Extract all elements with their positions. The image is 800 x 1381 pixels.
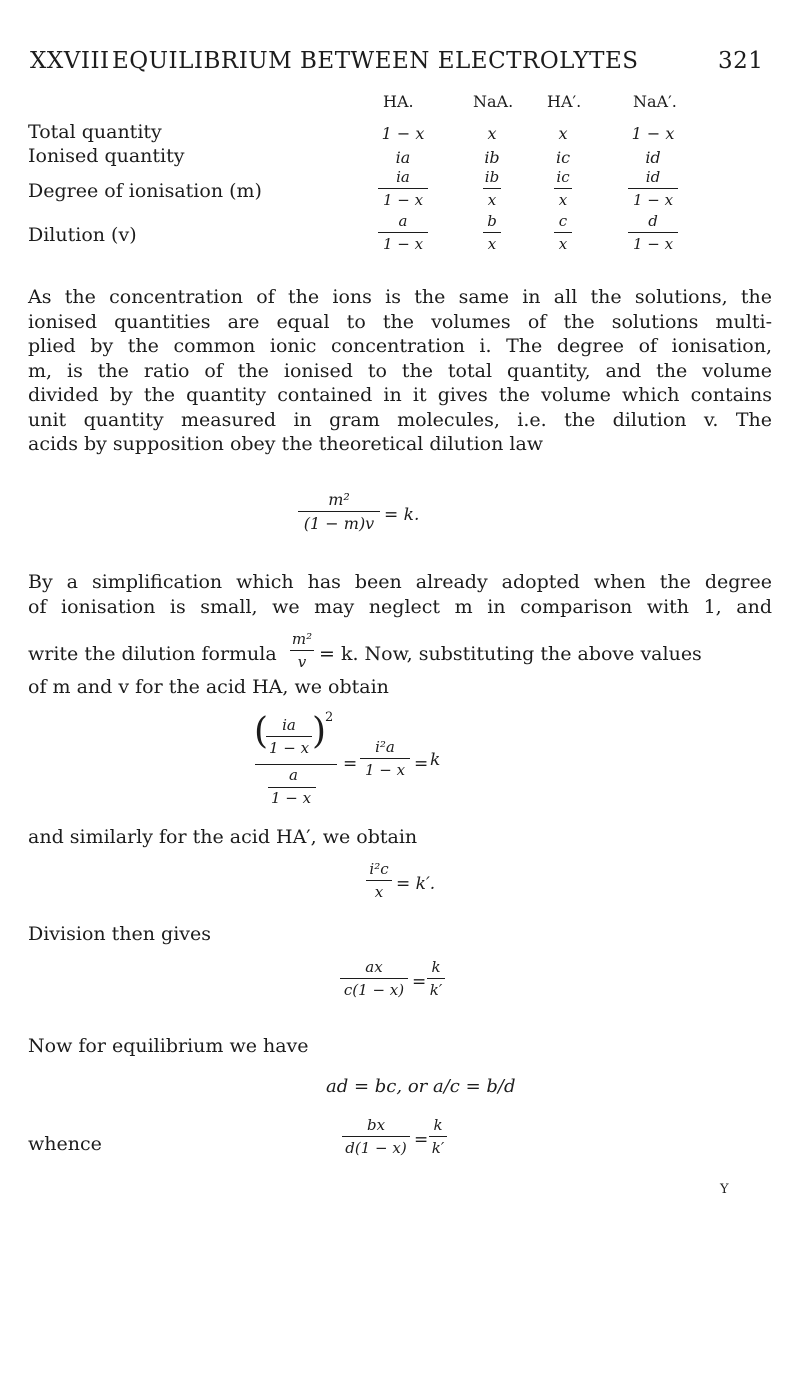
text-line: and similarly for the acid HA′, we obtain bbox=[28, 826, 418, 848]
column-header-naa-prime: NaA′. bbox=[633, 92, 677, 111]
text-line: plied by the common ionic concentration i. The degree of ionisation, bbox=[28, 335, 772, 357]
fraction-denominator: (1 − m)v bbox=[298, 511, 380, 533]
page-number: 321 bbox=[718, 48, 764, 74]
equation-paren-open: ( bbox=[254, 711, 269, 752]
fraction-numerator: ia bbox=[282, 716, 296, 734]
text-line: Now for equilibrium we have bbox=[28, 1035, 309, 1057]
fraction-numerator: b bbox=[487, 212, 497, 230]
fraction-denominator: 1 − x bbox=[266, 736, 312, 757]
table-fraction-cell bbox=[378, 168, 428, 209]
equation-equals: = bbox=[414, 1130, 429, 1150]
printer-signature: Y bbox=[720, 1182, 729, 1197]
fraction-denominator: 1 − x bbox=[378, 232, 428, 253]
equation-equals: = bbox=[343, 754, 358, 774]
equation-rhs-fraction bbox=[427, 958, 445, 999]
fraction-numerator: d bbox=[648, 212, 658, 230]
equation-paren-close: ) bbox=[312, 711, 327, 752]
row-label-text: Degree of ionisation (m) bbox=[28, 180, 262, 202]
inline-fraction bbox=[290, 630, 314, 671]
equation-division bbox=[340, 958, 408, 999]
fraction-numerator: c bbox=[558, 212, 568, 230]
text-line: m, is the ratio of the ionised to the total quantity, and the volume bbox=[28, 359, 772, 382]
text-line: Division then gives bbox=[28, 923, 212, 945]
equation-dilution-law bbox=[298, 490, 380, 533]
paragraph-simplification bbox=[28, 570, 772, 619]
fraction-numerator: ax bbox=[365, 958, 383, 976]
fraction-numerator: k bbox=[431, 958, 441, 976]
equation-equals: = bbox=[414, 754, 429, 774]
table-fraction-cell bbox=[554, 168, 572, 209]
equation-exponent: 2 bbox=[325, 710, 334, 725]
fraction-denominator: x bbox=[554, 232, 572, 253]
table-fraction-cell bbox=[483, 212, 501, 253]
text-line: acids by supposition obey the theoretical dilution law bbox=[28, 433, 544, 455]
equation-mid-fraction bbox=[360, 738, 410, 779]
row-label-ionised-quantity: Ionised quantity bbox=[28, 145, 185, 167]
fraction-numerator: ic bbox=[556, 168, 570, 186]
fraction-denominator: 1 − x bbox=[360, 758, 410, 779]
fraction-denominator: 1 − x bbox=[628, 232, 678, 253]
column-header-naa: NaA. bbox=[473, 92, 514, 111]
fraction-numerator: bx bbox=[366, 1116, 386, 1134]
table-cell: ic bbox=[555, 148, 571, 167]
fraction-denominator: x bbox=[366, 880, 392, 901]
equation-inner-fraction bbox=[266, 716, 312, 757]
text-line: whence bbox=[28, 1133, 102, 1155]
table-fraction-cell bbox=[483, 168, 501, 209]
row-label-total-quantity: Total quantity bbox=[28, 121, 162, 143]
table-cell: ib bbox=[484, 148, 500, 167]
fraction-denominator: x bbox=[483, 232, 501, 253]
fraction-denominator: 1 − x bbox=[378, 188, 428, 209]
table-cell: x bbox=[487, 124, 497, 143]
table-fraction-cell bbox=[378, 212, 428, 253]
fraction-denominator: x bbox=[483, 188, 501, 209]
fraction-numerator: m² bbox=[328, 490, 350, 509]
fraction-numerator: a bbox=[398, 212, 408, 230]
equation-outer-den: 1 − x bbox=[271, 789, 312, 807]
chapter-number: XXVIII bbox=[30, 48, 110, 74]
fraction-denominator: c(1 − x) bbox=[340, 978, 408, 999]
text-line: = k. Now, substituting the above values bbox=[319, 643, 702, 665]
equation-outer-num: a bbox=[289, 766, 298, 784]
text-line: of m and v for the acid HA, we obtain bbox=[28, 676, 389, 698]
equation-ha-prime bbox=[366, 860, 392, 901]
table-cell: id bbox=[645, 148, 661, 167]
fraction-denominator: k′ bbox=[427, 978, 445, 999]
paragraph-ionic-concentration bbox=[28, 285, 772, 457]
table-fraction-cell bbox=[628, 212, 678, 253]
text-line: By a simplification which has been already adopted when the degree bbox=[28, 571, 772, 593]
fraction-denominator: d(1 − x) bbox=[342, 1136, 410, 1157]
column-header-ha: HA. bbox=[383, 92, 414, 111]
equation-whence bbox=[342, 1116, 410, 1157]
equation-equals: = bbox=[412, 972, 427, 992]
equation-main-bar bbox=[255, 764, 337, 765]
text-line: of ionisation is small, we may neglect m in comparison with 1, and bbox=[28, 595, 772, 618]
equation-rhs: = k′. bbox=[396, 874, 436, 894]
fraction-numerator: k bbox=[433, 1116, 443, 1134]
fraction-numerator: i²a bbox=[375, 738, 395, 756]
column-header-ha-prime: HA′. bbox=[547, 92, 582, 111]
equation-rhs: = k. bbox=[384, 505, 420, 525]
table-cell: 1 − x bbox=[631, 124, 675, 143]
running-title: EQUILIBRIUM BETWEEN ELECTROLYTES bbox=[112, 48, 639, 74]
row-label-degree-of-ionisation bbox=[28, 180, 262, 202]
table-cell: 1 − x bbox=[381, 124, 425, 143]
text-line: write the dilution formula bbox=[28, 643, 277, 665]
fraction-denominator: k′ bbox=[429, 1136, 447, 1157]
fraction-denominator: x bbox=[554, 188, 572, 209]
fraction-numerator: ib bbox=[484, 168, 500, 186]
fraction-numerator: id bbox=[645, 168, 661, 186]
equation-rhs: k bbox=[430, 750, 441, 770]
table-cell: x bbox=[558, 124, 568, 143]
equation-sub-bar bbox=[268, 787, 316, 788]
equation-equilibrium: ad = bc, or a/c = b/d bbox=[326, 1076, 516, 1097]
text-line: unit quantity measured in gram molecules, i.e. the dilution v. The bbox=[28, 408, 772, 431]
fraction-denominator: 1 − x bbox=[628, 188, 678, 209]
fraction-numerator: m² bbox=[291, 630, 313, 648]
table-cell: ia bbox=[395, 148, 411, 167]
table-fraction-cell bbox=[628, 168, 678, 209]
row-label-dilution: Dilution (v) bbox=[28, 224, 137, 246]
fraction-numerator: ia bbox=[396, 168, 410, 186]
text-line: divided by the quantity contained in it gives the volume which contains bbox=[28, 384, 772, 406]
fraction-numerator: i²c bbox=[369, 860, 389, 878]
equation-rhs-fraction bbox=[429, 1116, 447, 1157]
fraction-denominator: v bbox=[290, 650, 314, 671]
text-line: ionised quantities are equal to the volumes of the solutions multi- bbox=[28, 310, 772, 333]
text-line: As the concentration of the ions is the same in all the solutions, the bbox=[28, 286, 772, 308]
table-fraction-cell bbox=[554, 212, 572, 253]
